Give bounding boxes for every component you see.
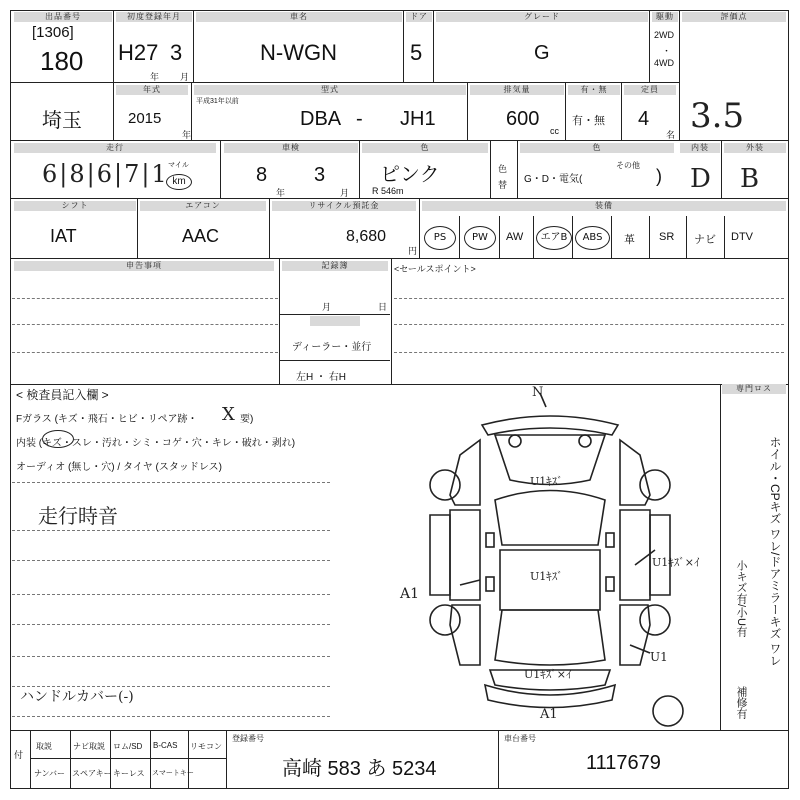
insp-line (12, 530, 330, 531)
equip-leather: 革 (624, 234, 635, 246)
divider (433, 10, 434, 82)
label-color: 色 (362, 143, 488, 153)
label-doors: ドア (406, 12, 432, 22)
shaken-month: 3 (314, 164, 326, 186)
label-exterior: 外装 (724, 143, 786, 153)
handle-side: 左H ・ 右H (296, 372, 346, 383)
side-note-2: 小キズ有/小U有 (735, 560, 747, 637)
divider (269, 198, 270, 258)
recycle-flag: 有・無 (572, 115, 605, 127)
color-other: その他 (616, 161, 640, 170)
record-bar (310, 316, 360, 326)
divider (572, 216, 573, 258)
label-aircon: エアコン (140, 201, 266, 211)
label-expert: 専門ロス (722, 384, 786, 394)
type-dash: - (356, 108, 363, 130)
divider (359, 140, 360, 198)
divider (517, 140, 518, 198)
divider (113, 82, 114, 140)
first-reg-month: 3 (170, 40, 183, 65)
car-name: N-WGN (260, 40, 337, 65)
check-manual: 取説 (36, 742, 52, 751)
frame-left (10, 10, 11, 789)
divider (498, 730, 499, 788)
divider (686, 216, 687, 258)
diagram-hood: U1ｷｽﾞ (530, 570, 563, 583)
note-line (12, 298, 278, 299)
interior-grade: D (690, 164, 711, 194)
equip-abs: ABS (575, 226, 610, 250)
fa-note: 平成31年以前 (196, 98, 239, 105)
plate-number: 高崎 583 あ 5234 (282, 758, 437, 780)
diagram-a1-bottom: A1 (540, 707, 558, 722)
equip-ps: PS (424, 226, 456, 250)
label-chassis: 車台番号 (504, 734, 536, 743)
divider (459, 216, 460, 258)
divider (679, 10, 680, 140)
divider (30, 730, 31, 788)
insp-line (12, 482, 330, 483)
cc-unit: cc (550, 126, 559, 136)
inspector-line1-prefix: Fガラス (キズ・飛石・ヒビ・リペア跡・ (16, 414, 198, 425)
seats: 4 (638, 108, 650, 130)
type-code: JH1 (400, 108, 436, 130)
label-lot-no: 出品番号 (14, 12, 112, 22)
equip-navi: ナビ (694, 234, 716, 246)
grade: G (534, 42, 550, 64)
divider (721, 140, 722, 198)
divider (499, 216, 500, 258)
km-circled: km (166, 174, 192, 190)
divider (621, 82, 622, 140)
label-recycle: リサイクル預託金 (272, 201, 416, 211)
row-divider (30, 758, 226, 759)
frame-right (788, 10, 789, 789)
divider (565, 82, 566, 140)
location: 埼玉 (42, 110, 82, 132)
divider (193, 10, 194, 82)
row-divider (279, 360, 390, 361)
divider (724, 216, 725, 258)
shift-value: IAT (50, 226, 77, 246)
label-equipment: 装備 (422, 201, 786, 211)
diagram-right-u1: U1 (650, 650, 668, 664)
diagram-rear: U1ｷｽﾞ×ｲ (524, 668, 572, 681)
check-rom-sd: ロム/SD (113, 742, 143, 751)
label-notes: 申告事項 (14, 261, 274, 271)
divider (467, 82, 468, 140)
divider (220, 140, 221, 198)
note-line (394, 324, 784, 325)
divider (611, 216, 612, 258)
label-recycle-flag: 有・無 (568, 85, 620, 95)
note-line (394, 298, 784, 299)
era-year: H27 (118, 40, 159, 65)
model-year: 2015 (128, 110, 162, 127)
divider (720, 384, 721, 730)
equip-aw: AW (506, 231, 524, 243)
shaken-month-unit: 月 (340, 188, 350, 198)
door-count: 5 (410, 40, 423, 65)
divider (137, 198, 138, 258)
label-color-change: 色 (520, 143, 674, 153)
label-sales-point: <セールスポイント> (394, 264, 476, 274)
mileage-digits: 6|8|6|7|1 (42, 160, 169, 188)
circle-mark (42, 430, 74, 448)
inspector-line2: 内装 (キズ・スレ・汚れ・シミ・コゲ・穴・キレ・破れ・剥れ) (16, 438, 296, 449)
frame-top (10, 10, 789, 11)
divider (226, 730, 227, 788)
color-close: ) (656, 166, 662, 186)
insp-line (12, 560, 330, 561)
inspector-title: < 検査員記入欄 > (16, 388, 109, 402)
diagram-left-a1: A1 (400, 586, 420, 602)
seats-unit: 名 (666, 130, 676, 140)
inspector-line1-x: X (222, 404, 235, 425)
row-divider (10, 82, 680, 83)
divider (649, 10, 650, 82)
divider (649, 216, 650, 258)
handwritten-note-1: 走行時音 (38, 504, 118, 528)
label-interior: 内装 (680, 143, 720, 153)
row-divider (10, 140, 789, 141)
lot-number: 180 (40, 46, 84, 76)
diagram-n-top: N (532, 385, 544, 400)
color-char-2: 替 (498, 180, 508, 190)
aircon-value: AAC (182, 226, 220, 246)
side-note-1: ホイル・CPキズ ワレ/ドアミラーキズ ワレ (768, 436, 782, 667)
drive-2wd: 2WD (654, 30, 674, 40)
color-char-1: 色 (498, 164, 508, 174)
shaken-year: 8 (256, 164, 268, 186)
label-record-book: 記録簿 (282, 261, 388, 271)
model-year-unit: 年 (182, 130, 192, 140)
inspector-line1-suffix: 要) (240, 414, 254, 425)
recycle-value: 8,680 (346, 228, 387, 245)
color-code: R 546m (372, 186, 404, 196)
label-model-year: 年式 (116, 85, 188, 95)
equip-airbag: エアB (536, 226, 572, 250)
divider (150, 730, 151, 788)
label-grade: グレード (436, 12, 648, 22)
color-options: G・D・電気( (524, 174, 583, 185)
recycle-yen: 円 (408, 246, 418, 256)
displacement: 600 (506, 108, 540, 130)
label-drive: 駆動 (652, 12, 678, 22)
divider (403, 10, 404, 82)
check-keyless: キーレス (113, 769, 145, 778)
label-displacement: 排気量 (470, 85, 564, 95)
insp-line (12, 594, 330, 595)
equip-pw: PW (464, 226, 496, 250)
check-remote: リモコン (190, 742, 222, 751)
row-divider (10, 258, 789, 259)
footer-left-mark: 付 (14, 750, 24, 760)
check-bcas: B-CAS (153, 741, 178, 750)
drive-dot: ・ (662, 46, 672, 56)
insp-line (12, 716, 330, 717)
year-unit: 年 (150, 72, 160, 82)
drive-4wd: 4WD (654, 58, 674, 68)
label-year: 初度登録年月 (116, 12, 192, 22)
divider (188, 730, 189, 788)
divider (113, 10, 114, 82)
note-line (394, 352, 784, 353)
insp-line (12, 624, 330, 625)
shaken-year-unit: 年 (276, 188, 286, 198)
row-divider (10, 730, 789, 731)
lot-bracket: [1306] (32, 24, 74, 41)
handwritten-note-2: ハンドルカバー(-) (20, 689, 134, 705)
exterior-grade: B (740, 164, 760, 194)
note-line (12, 324, 278, 325)
diagram-roof: U1ｷｽﾞ (530, 475, 563, 488)
divider (110, 730, 111, 788)
row-divider (279, 314, 390, 315)
label-score: 評価点 (682, 12, 786, 22)
diagram-right-side: U1ｷｽﾞ×ｲ (652, 556, 700, 569)
label-plate: 登録番号 (232, 734, 264, 743)
equip-dtv: DTV (731, 231, 753, 243)
check-navi-manual: ナビ取説 (73, 742, 105, 751)
check-number: ナンバー (34, 769, 66, 778)
score-value: 3.5 (690, 96, 745, 136)
label-model-type: 型式 (194, 85, 466, 95)
label-seats: 定員 (624, 85, 676, 95)
label-shift: シフト (14, 201, 136, 211)
divider (419, 198, 420, 258)
type-prefix: DBA (300, 108, 342, 130)
check-spare-key: スペアキー (72, 769, 112, 778)
divider (490, 140, 491, 198)
record-month: 月 (322, 302, 332, 312)
side-note-3: 補修有 (735, 686, 747, 719)
divider (533, 216, 534, 258)
dealer-parallel: ディーラー・並行 (292, 342, 372, 353)
record-day: 日 (378, 302, 388, 312)
row-divider (10, 198, 789, 199)
label-mileage: 走行 (14, 143, 216, 153)
equip-sunroof: SR (659, 231, 675, 243)
note-line (12, 352, 278, 353)
insp-line (12, 656, 330, 657)
color-name: ピンク (380, 164, 440, 186)
label-car-name: 車名 (196, 12, 402, 22)
month-unit: 月 (180, 72, 190, 82)
divider (70, 730, 71, 788)
chassis-number: 1117679 (586, 752, 661, 774)
divider (191, 82, 192, 140)
label-shaken: 車検 (224, 143, 358, 153)
check-smart-key: スマートキー (152, 770, 194, 777)
frame-bottom (10, 788, 789, 789)
inspector-line3: オーディオ (無し・穴) / タイヤ (スタッドレス) (16, 462, 222, 473)
mile-label: マイル (168, 162, 189, 169)
